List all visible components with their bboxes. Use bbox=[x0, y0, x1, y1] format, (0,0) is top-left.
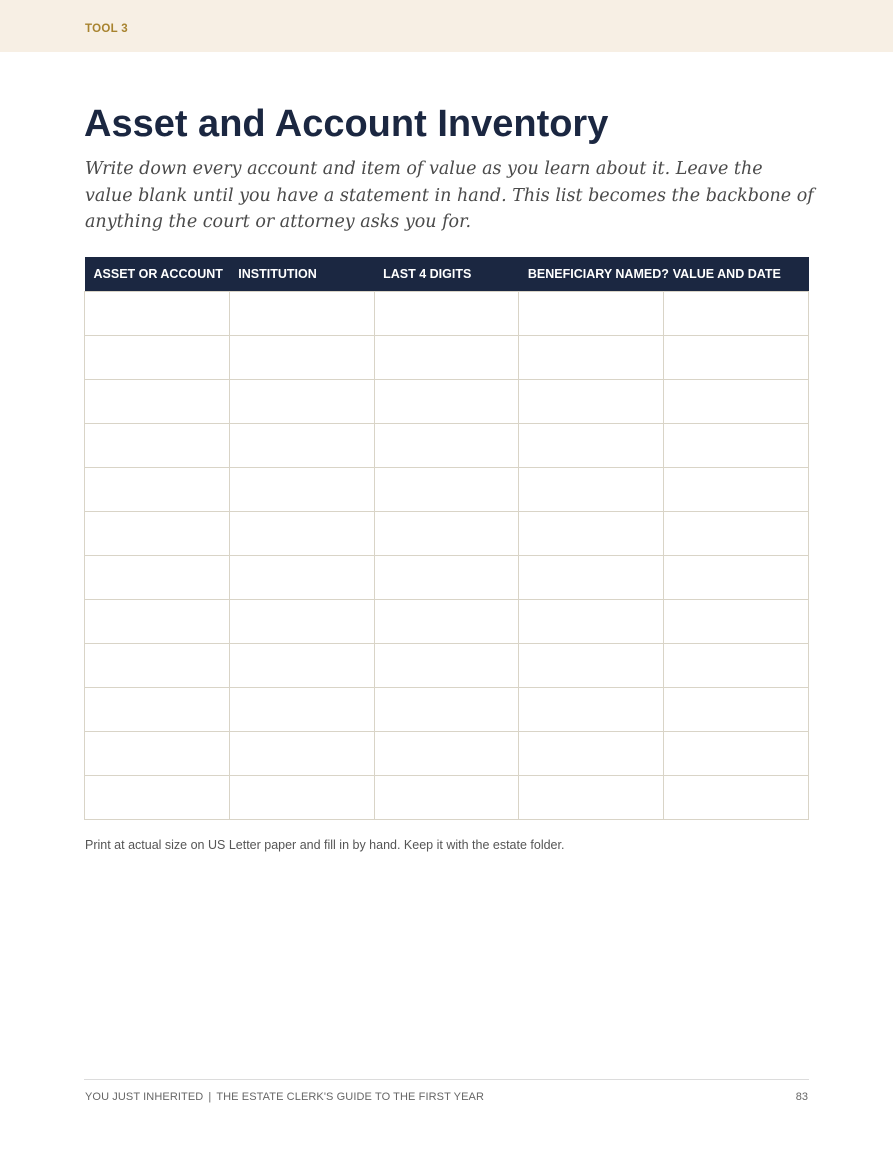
table-cell[interactable] bbox=[229, 379, 374, 423]
table-cell[interactable] bbox=[229, 643, 374, 687]
table-cell[interactable] bbox=[374, 731, 519, 775]
table-cell[interactable] bbox=[229, 775, 374, 819]
table-cell[interactable] bbox=[519, 775, 664, 819]
table-cell[interactable] bbox=[374, 599, 519, 643]
table-cell[interactable] bbox=[374, 335, 519, 379]
table-cell[interactable] bbox=[229, 555, 374, 599]
table-cell[interactable] bbox=[85, 643, 230, 687]
table-cell[interactable] bbox=[374, 467, 519, 511]
table-cell[interactable] bbox=[374, 687, 519, 731]
table-cell[interactable] bbox=[664, 599, 809, 643]
table-row bbox=[85, 687, 809, 731]
footer-separator: | bbox=[208, 1091, 212, 1103]
table-cell[interactable] bbox=[664, 775, 809, 819]
column-header-last-4: LAST 4 DIGITS bbox=[374, 257, 519, 291]
table-cell[interactable] bbox=[519, 643, 664, 687]
table-cell[interactable] bbox=[85, 511, 230, 555]
table-cell[interactable] bbox=[229, 687, 374, 731]
table-cell[interactable] bbox=[374, 555, 519, 599]
table-cell[interactable] bbox=[229, 731, 374, 775]
table-cell[interactable] bbox=[85, 731, 230, 775]
table-cell[interactable] bbox=[664, 423, 809, 467]
footer-book-title: YOU JUST INHERITED bbox=[85, 1091, 204, 1103]
table-cell[interactable] bbox=[229, 335, 374, 379]
table-cell[interactable] bbox=[85, 467, 230, 511]
table-cell[interactable] bbox=[519, 511, 664, 555]
table-row bbox=[85, 379, 809, 423]
table-cell[interactable] bbox=[519, 335, 664, 379]
table-cell[interactable] bbox=[519, 379, 664, 423]
table-cell[interactable] bbox=[519, 467, 664, 511]
table-cell[interactable] bbox=[85, 335, 230, 379]
table-body bbox=[85, 291, 809, 819]
table-cell[interactable] bbox=[519, 291, 664, 335]
footer-book-subtitle: THE ESTATE CLERK'S GUIDE TO THE FIRST YEAR bbox=[216, 1091, 485, 1103]
top-band bbox=[0, 0, 893, 52]
table-row bbox=[85, 291, 809, 335]
table-cell[interactable] bbox=[85, 687, 230, 731]
table-cell[interactable] bbox=[374, 291, 519, 335]
table-cell[interactable] bbox=[374, 423, 519, 467]
table-cell[interactable] bbox=[664, 687, 809, 731]
intro-paragraph: Write down every account and item of value as you learn about it. Leave the value blank until you have a statement in hand. This list becomes the backbone of anything the court or attorney asks you for. bbox=[85, 159, 814, 232]
table-row bbox=[85, 335, 809, 379]
table-row bbox=[85, 555, 809, 599]
column-header-asset: ASSET OR ACCOUNT bbox=[85, 257, 230, 291]
table-cell[interactable] bbox=[519, 687, 664, 731]
table-cell[interactable] bbox=[664, 643, 809, 687]
table-cell[interactable] bbox=[85, 423, 230, 467]
table-cell[interactable] bbox=[229, 511, 374, 555]
table-cell[interactable] bbox=[519, 423, 664, 467]
column-header-beneficiary: BENEFICIARY NAMED? bbox=[519, 257, 664, 291]
page-number: 83 bbox=[795, 1091, 808, 1103]
table-cell[interactable] bbox=[664, 379, 809, 423]
table-cell[interactable] bbox=[85, 379, 230, 423]
table-cell[interactable] bbox=[374, 775, 519, 819]
inventory-table bbox=[84, 257, 809, 820]
table-cell[interactable] bbox=[374, 643, 519, 687]
table-row bbox=[85, 423, 809, 467]
table-cell[interactable] bbox=[519, 731, 664, 775]
table-cell[interactable] bbox=[664, 467, 809, 511]
table-row bbox=[85, 775, 809, 819]
table-cell[interactable] bbox=[664, 511, 809, 555]
footer-divider bbox=[84, 1079, 809, 1080]
footer-running-title bbox=[85, 1091, 484, 1103]
table-cell[interactable] bbox=[85, 291, 230, 335]
table-cell[interactable] bbox=[664, 731, 809, 775]
footnote: Print at actual size on US Letter paper and fill in by hand. Keep it with the estate folder. bbox=[85, 838, 565, 852]
table-cell[interactable] bbox=[664, 291, 809, 335]
column-header-value-date: VALUE AND DATE bbox=[664, 257, 809, 291]
table-cell[interactable] bbox=[229, 291, 374, 335]
tool-label: TOOL 3 bbox=[85, 23, 128, 35]
table-row bbox=[85, 511, 809, 555]
table-row bbox=[85, 731, 809, 775]
table-cell[interactable] bbox=[664, 335, 809, 379]
page-title: Asset and Account Inventory bbox=[84, 103, 609, 145]
table-cell[interactable] bbox=[374, 379, 519, 423]
table-row bbox=[85, 467, 809, 511]
table-cell[interactable] bbox=[85, 775, 230, 819]
table-cell[interactable] bbox=[85, 599, 230, 643]
table-row bbox=[85, 599, 809, 643]
table-cell[interactable] bbox=[374, 511, 519, 555]
table-cell[interactable] bbox=[229, 467, 374, 511]
column-header-institution: INSTITUTION bbox=[229, 257, 374, 291]
table-cell[interactable] bbox=[664, 555, 809, 599]
table-cell[interactable] bbox=[229, 599, 374, 643]
table-header-row bbox=[85, 257, 809, 291]
table-row bbox=[85, 643, 809, 687]
table-cell[interactable] bbox=[85, 555, 230, 599]
table-cell[interactable] bbox=[229, 423, 374, 467]
table-cell[interactable] bbox=[519, 555, 664, 599]
table-cell[interactable] bbox=[519, 599, 664, 643]
